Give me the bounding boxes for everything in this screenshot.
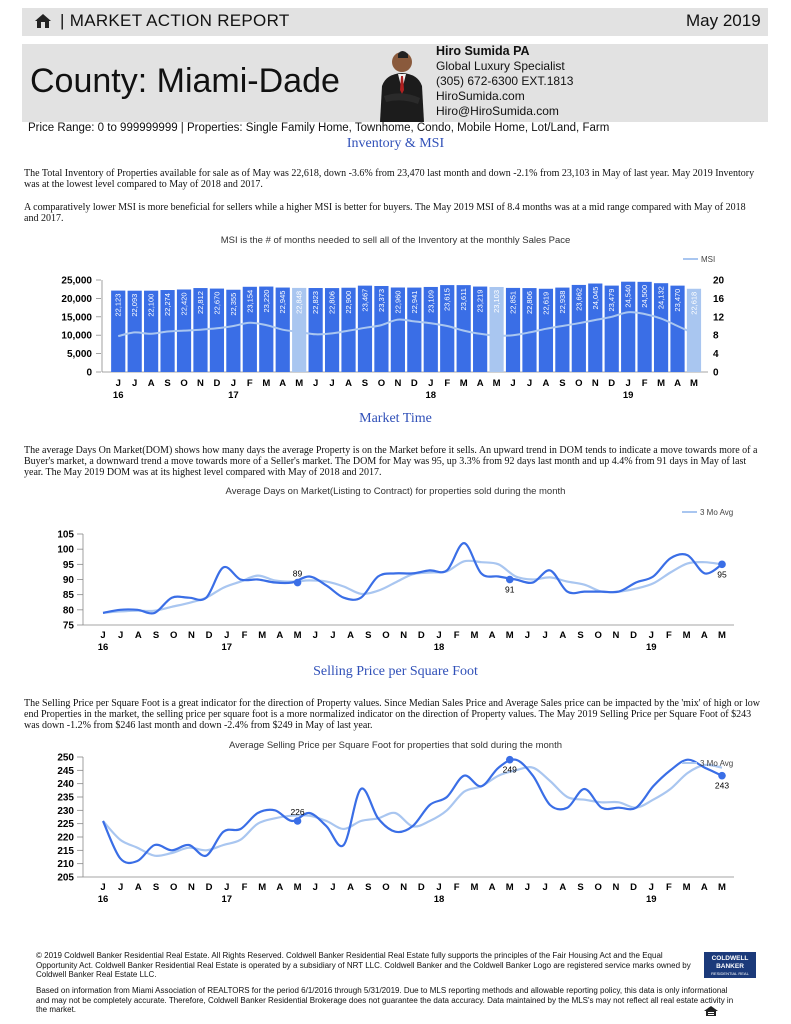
x-tick-label: J [329,378,335,389]
y-tick-label: 235 [57,792,74,804]
inventory-bar-label: 22,123 [113,293,123,317]
year-label: 19 [645,642,657,653]
x-tick-label: M [470,882,479,893]
x-tick-label: M [505,630,514,641]
inventory-bar-label: 23,467 [360,288,370,312]
x-tick-label: N [612,882,620,893]
x-tick-label: J [542,882,548,893]
y-tick-label: 25,000 [61,275,92,287]
y-tick-label: 0 [86,367,92,379]
year-label: 18 [425,390,437,401]
inventory-bar-label: 23,611 [459,288,469,311]
inventory-bar-label: 23,219 [475,289,485,313]
x-tick-label: N [400,882,408,893]
inventory-bar-label: 23,220 [261,289,271,313]
x-tick-label: A [488,882,496,893]
x-tick-label: M [295,378,304,389]
point-label: 89 [292,568,303,579]
x-tick-label: A [276,882,284,893]
x-tick-label: A [488,630,496,641]
x-tick-label: O [594,882,602,893]
y-tick-label: 105 [57,529,74,541]
x-tick-label: J [524,630,531,641]
y-tick-label: 90 [62,575,74,586]
y-tick-label: 240 [57,779,74,791]
x-tick-label: J [312,378,319,389]
x-tick-label: F [453,630,460,641]
inventory-bar-label: 22,945 [278,290,288,314]
x-tick-label: J [132,378,138,389]
x-tick-label: M [690,378,698,389]
footer-copyright: © 2019 Coldwell Banker Residential Real Estate. All Rights Reserved. Coldwell Banker Residential Real Estate fully supports the principles of the Fair Housing Act and the Equal Opportunity Act. Coldwell Banker Residential Real Estate is operated by a subsidiary of NRT LLC. Coldwell Banker and the Coldwell Banker Logo are registered service marks owned by Coldwell Banker Real Estate LLC. [36,951,691,979]
y2-tick-label: 20 [713,275,725,287]
x-tick-label: J [118,630,124,641]
x-tick-label: F [666,630,672,641]
year-label: 17 [221,894,233,905]
footer-disclaimer: Based on information from Miami Association of REALTORS for the period 6/1/2016 through 5/31/2019. Due to MLS reporting methods and allowable reporting policy, this data is only informational and may not be completely accurate. Therefore, Coldwell Banker Residential Brokerage does not guarantee the data accuracy. Data maintained by the MLS's may not reflect all real estate activity in the market. [36,986,734,1014]
year-label: 17 [221,642,233,653]
x-tick-label: S [152,630,160,641]
y-tick-label: 75 [62,620,74,632]
x-tick-label: J [230,378,237,389]
y-tick-label: 85 [62,590,74,602]
inventory-bar-label: 23,154 [245,289,255,313]
point-label: 249 [502,764,517,775]
x-tick-label: A [700,882,708,893]
agent-phone: (305) 672-6300 EXT.1813 [436,74,574,88]
inventory-bar-label: 22,851 [508,290,518,314]
x-tick-label: O [180,378,188,389]
highlight-point [294,579,302,587]
x-tick-label: M [718,882,726,893]
dom-chart [0,500,791,660]
inventory-bar-label: 23,103 [492,289,502,313]
point-label: 91 [505,584,515,595]
year-label: 19 [622,390,634,401]
x-tick-label: M [505,882,514,893]
x-tick-label: J [118,882,124,893]
section-title-market-time: Market Time [359,411,432,426]
inventory-bar-label: 24,500 [640,284,650,308]
report-title: | MARKET ACTION REPORT [60,11,290,30]
y-tick-label: 225 [57,819,74,831]
point-label: 243 [714,780,730,791]
x-tick-label: O [170,882,178,893]
y-tick-label: 100 [57,544,74,556]
x-tick-label: J [330,630,336,641]
year-label: 18 [433,642,445,653]
x-tick-label: F [453,882,460,893]
y-tick-label: 220 [57,832,74,844]
inventory-bar-label: 24,045 [590,286,600,310]
y-tick-label: 10,000 [61,330,92,342]
inventory-msi-chart [0,245,791,405]
x-tick-label: D [417,630,425,641]
x-tick-label: M [682,882,691,893]
inventory-bar-label: 23,662 [574,287,584,311]
y-tick-label: 20,000 [61,293,92,305]
inventory-bar-label: 22,812 [195,291,205,315]
inventory-bar-label: 24,540 [623,284,633,308]
x-tick-label: A [700,630,708,641]
x-tick-label: F [666,882,672,893]
year-label: 17 [228,390,239,401]
x-tick-label: F [241,882,248,893]
legend-label: 3 Mo Avg [700,508,734,517]
x-tick-label: D [205,882,213,893]
x-tick-label: D [417,882,425,893]
inventory-bar-label: 22,848 [294,290,304,314]
market-time-paragraph: The average Days On Market(DOM) shows how many days the average Property is on the Market before it sells. An upward trend in DOM tends to indicate a move towards more of a Buyer's market, a downward trend a move towards more of a Seller's market. The DOM for May was 95, up 3.3% from 92 days last month and up 4.4% from 91 days in May of last year. The May 2019 DOM was at its highest level compared with May of 2018 and 2017. [24,445,758,478]
x-tick-label: F [641,378,648,389]
x-tick-label: M [262,378,271,389]
highlight-point [718,772,726,780]
x-tick-label: A [674,378,681,389]
x-tick-label: A [347,882,355,893]
x-tick-label: F [444,378,451,389]
x-tick-label: M [492,378,501,389]
y-tick-label: 230 [57,805,74,817]
x-tick-label: O [382,630,390,641]
legend-label: MSI [701,255,716,264]
inventory-bar-label: 23,479 [607,288,617,312]
y2-tick-label: 4 [713,349,719,361]
agent-email[interactable]: Hiro@HiroSumida.com [436,104,559,118]
x-tick-label: S [152,882,160,893]
agent-name: Hiro Sumida PA [436,44,530,58]
home-icon [34,12,52,30]
x-tick-label: J [224,630,230,641]
x-tick-label: D [213,378,221,389]
x-tick-label: O [170,630,178,641]
x-tick-label: M [718,630,726,641]
inventory-bar-label: 22,823 [311,291,321,314]
y-tick-label: 250 [57,752,74,764]
inventory-bar-label: 22,274 [163,293,173,316]
x-tick-label: S [577,882,584,893]
x-tick-label: N [394,378,402,389]
x-tick-label: J [524,882,531,893]
inventory-bar-label: 22,941 [409,290,419,314]
inventory-bar-label: 22,618 [689,291,699,315]
x-tick-label: A [559,630,567,641]
x-tick-label: J [330,882,336,893]
y-tick-label: 205 [57,872,74,884]
x-tick-label: D [205,630,213,641]
x-tick-label: D [410,378,418,389]
inventory-bar-label: 22,093 [130,293,140,317]
x-tick-label: M [682,630,691,641]
x-tick-label: M [470,630,479,641]
x-tick-label: O [575,378,583,389]
x-tick-label: D [630,630,638,641]
x-tick-label: A [476,378,484,389]
highlight-point [506,576,514,584]
year-label: 16 [97,642,109,653]
x-tick-label: J [428,378,434,389]
x-tick-label: O [377,378,386,389]
x-tick-label: J [115,378,121,389]
x-tick-label: A [345,378,352,389]
dom-chart-subtitle: Average Days on Market(Listing to Contract) for properties sold during the month [225,486,566,497]
x-tick-label: J [648,882,654,893]
agent-info [436,44,573,119]
x-tick-label: M [293,630,302,641]
avg-line [103,765,722,856]
x-tick-label: M [258,882,267,893]
county-title: County: Miami-Dade [30,62,340,100]
x-tick-label: A [276,630,284,641]
x-tick-label: M [258,630,267,641]
inventory-bar-label: 22,619 [541,291,551,315]
agent-title: Global Luxury Specialist [436,59,565,73]
year-label: 18 [433,894,445,905]
y-tick-label: 80 [62,605,74,617]
x-tick-label: S [365,630,372,641]
inventory-bar-label: 22,806 [524,291,534,315]
agent-photo [372,46,428,122]
x-tick-label: N [187,630,195,641]
x-tick-label: J [312,882,318,893]
x-tick-label: N [591,378,599,389]
inventory-bar-label: 23,373 [376,288,386,312]
y2-tick-label: 16 [713,293,725,305]
x-tick-label: A [279,378,287,389]
inventory-bar-label: 22,670 [212,291,222,315]
section-title-price-sqft: Selling Price per Square Foot [313,664,478,679]
x-tick-label: D [608,378,616,389]
x-tick-label: N [197,378,204,389]
inventory-bar-label: 24,132 [656,286,666,310]
x-tick-label: M [657,378,666,389]
x-tick-label: A [134,630,142,641]
inventory-bar-label: 22,960 [393,290,403,314]
inventory-paragraph-1: The Total Inventory of Properties available for sale as of May was 22,618, down -3.6% from 23,470 last month and down -2.1% from 23,103 in May of last year. May 2019 Inventory was at the lowest level compared to May of 2018 and 2017. [24,168,755,190]
x-tick-label: N [187,882,195,893]
x-tick-label: O [594,630,602,641]
x-tick-label: J [436,882,442,893]
y2-tick-label: 12 [713,312,725,324]
point-label: 95 [717,569,727,580]
inventory-bar-label: 22,938 [557,290,567,314]
equal-housing-icon [704,1006,718,1016]
y-tick-label: 5,000 [66,349,92,361]
year-label: 19 [645,894,657,905]
year-label: 16 [97,894,109,905]
x-tick-label: S [577,630,584,641]
y-tick-label: 15,000 [61,312,92,324]
x-tick-label: N [400,630,408,641]
inventory-bar-label: 22,420 [179,292,189,316]
y-tick-label: 210 [57,859,74,871]
x-tick-label: S [361,378,369,389]
x-tick-label: D [630,882,638,893]
legend-label: 3 Mo Avg [700,759,734,768]
x-tick-label: S [365,882,372,893]
inventory-bar-label: 23,615 [442,288,452,312]
highlight-point [506,756,514,764]
x-tick-label: M [459,378,468,389]
year-label: 16 [112,390,124,401]
x-tick-label: J [526,378,533,389]
x-tick-label: M [293,882,302,893]
inventory-bar-label: 22,100 [146,293,156,317]
highlight-point [718,561,726,569]
main-line [103,543,722,613]
agent-website[interactable]: HiroSumida.com [436,89,525,103]
price-sqft-paragraph: The Selling Price per Square Foot is a great indicator for the direction of Property values. Since Median Sales Price and Average Sales price can be impacted by the 'mix' of high or low end Properties in the market, the selling price per square foot is a more normalized indicator on the direction of Property values. The May 2019 Selling Price per Square Foot of $243 was down -1.2% from $246 last month and down -2.4% from $249 in May of last year. [24,698,760,731]
x-tick-label: A [559,882,567,893]
x-tick-label: J [648,630,654,641]
report-date: May 2019 [686,11,761,30]
x-tick-label: J [436,630,442,641]
price-range-line: Price Range: 0 to 999999999 | Properties: Single Family Home, Townhome, Condo, Mobile Home, Lot/Land, Farm [28,122,610,134]
x-tick-label: N [612,630,620,641]
x-tick-label: F [241,630,248,641]
section-title-inventory: Inventory & MSI [346,136,445,151]
highlight-point [294,817,302,825]
inventory-bar-label: 22,355 [228,292,238,316]
price-sqft-chart-subtitle: Average Selling Price per Square Foot for properties that sold during the month [228,740,563,751]
inventory-bar-label: 23,109 [426,289,436,313]
x-tick-label: A [134,882,142,893]
x-tick-label: J [510,378,516,389]
y-tick-label: 245 [57,765,74,777]
x-tick-label: J [625,378,631,389]
inventory-paragraph-2: A comparatively lower MSI is more beneficial for sellers while a higher MSI is better for buyers. The May 2019 MSI of 8.4 months was at a mid range compared with May of 2018 and 2017. [24,202,746,224]
x-tick-label: S [559,378,566,389]
x-tick-label: J [542,630,548,641]
y2-tick-label: 0 [713,367,719,379]
point-label: 226 [290,807,305,817]
y-tick-label: 215 [57,845,74,857]
price-sqft-chart [0,752,791,910]
coldwell-banker-logo [704,952,756,982]
logo-text: COLDWELL BANKER [711,955,749,970]
logo-subtext: RESIDENTIAL REAL ESTATE [711,971,749,982]
x-tick-label: F [246,378,253,389]
inventory-bar-label: 22,806 [327,291,337,315]
inventory-bar-label: 22,900 [344,290,354,314]
x-tick-label: J [312,630,318,641]
x-tick-label: A [147,378,155,389]
x-tick-label: J [224,882,230,893]
x-tick-label: A [347,630,355,641]
x-tick-label: A [542,378,550,389]
x-tick-label: S [164,378,171,389]
inventory-bar-label: 23,470 [673,288,683,312]
inventory-chart-subtitle: MSI is the # of months needed to sell all of the Inventory at the monthly Sales Pace [220,235,571,246]
x-tick-label: J [100,630,106,641]
x-tick-label: O [382,882,390,893]
y-tick-label: 95 [62,559,74,571]
y2-tick-label: 8 [713,330,719,342]
x-tick-label: J [100,882,106,893]
